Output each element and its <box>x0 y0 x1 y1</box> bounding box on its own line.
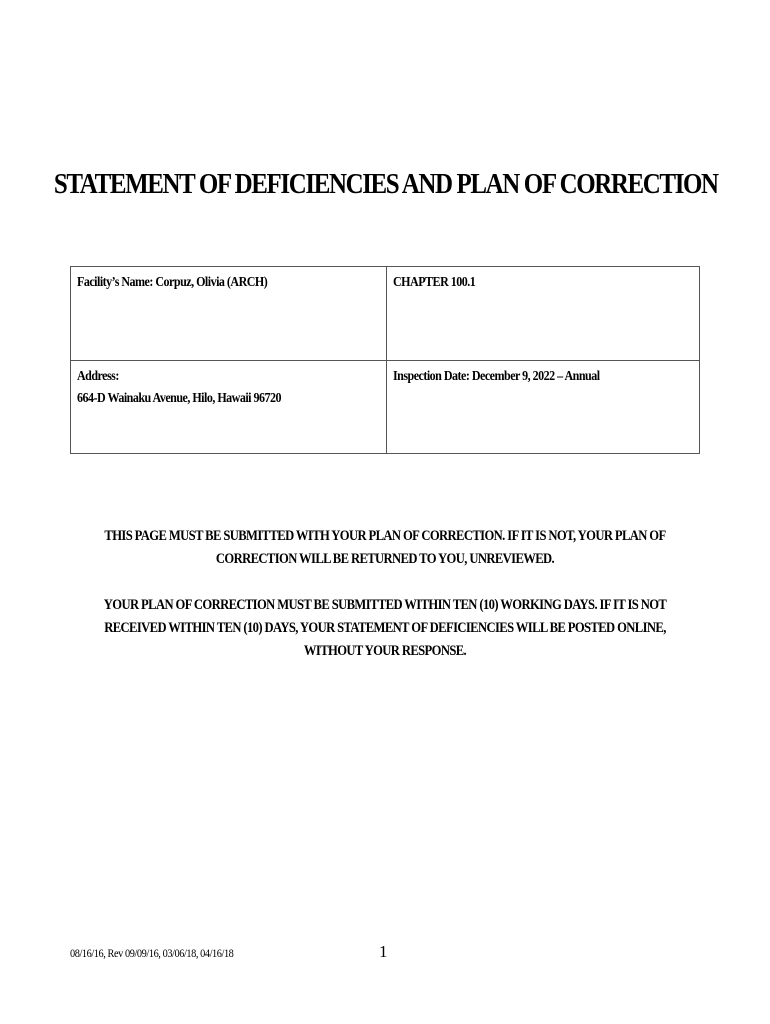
notice-line: THIS PAGE MUST BE SUBMITTED WITH YOUR PLAN OF CORRECTION. IF IT IS NOT, YOUR PLAN OF <box>104 528 666 544</box>
chapter-label: CHAPTER 100.1 <box>393 275 476 290</box>
notice-line: YOUR PLAN OF CORRECTION MUST BE SUBMITTED WITHIN TEN (10) WORKING DAYS. IF IT IS NOT <box>103 597 667 613</box>
revision-dates: 08/16/16, Rev 09/09/16, 03/06/18, 04/16/18 <box>70 946 234 960</box>
facility-name-cell <box>71 267 387 361</box>
notice-line: CORRECTION WILL BE RETURNED TO YOU, UNREVIEWED. <box>215 551 555 567</box>
notice-line: WITHOUT YOUR RESPONSE. <box>303 643 467 659</box>
chapter-cell <box>387 267 700 361</box>
facility-name: Facility’s Name: Corpuz, Olivia (ARCH) <box>77 275 268 290</box>
address-label: Address: <box>77 368 119 384</box>
table-row <box>71 267 700 361</box>
address-cell <box>71 360 387 454</box>
notice-line: RECEIVED WITHIN TEN (10) DAYS, YOUR STATEMENT OF DEFICIENCIES WILL BE POSTED ONLINE, <box>104 620 666 636</box>
address-value: 664-D Wainaku Avenue, Hilo, Hawaii 96720 <box>77 390 282 406</box>
inspection-date: Inspection Date: December 9, 2022 – Annual <box>393 368 600 384</box>
page-number: 1 <box>379 942 388 961</box>
facility-info-table <box>70 266 700 454</box>
page-title: STATEMENT OF DEFICIENCIES AND PLAN OF CORRECTION <box>53 168 718 200</box>
submission-notice <box>60 525 710 571</box>
table-row <box>71 360 700 454</box>
inspection-date-cell <box>387 360 700 454</box>
deadline-notice <box>60 594 710 663</box>
